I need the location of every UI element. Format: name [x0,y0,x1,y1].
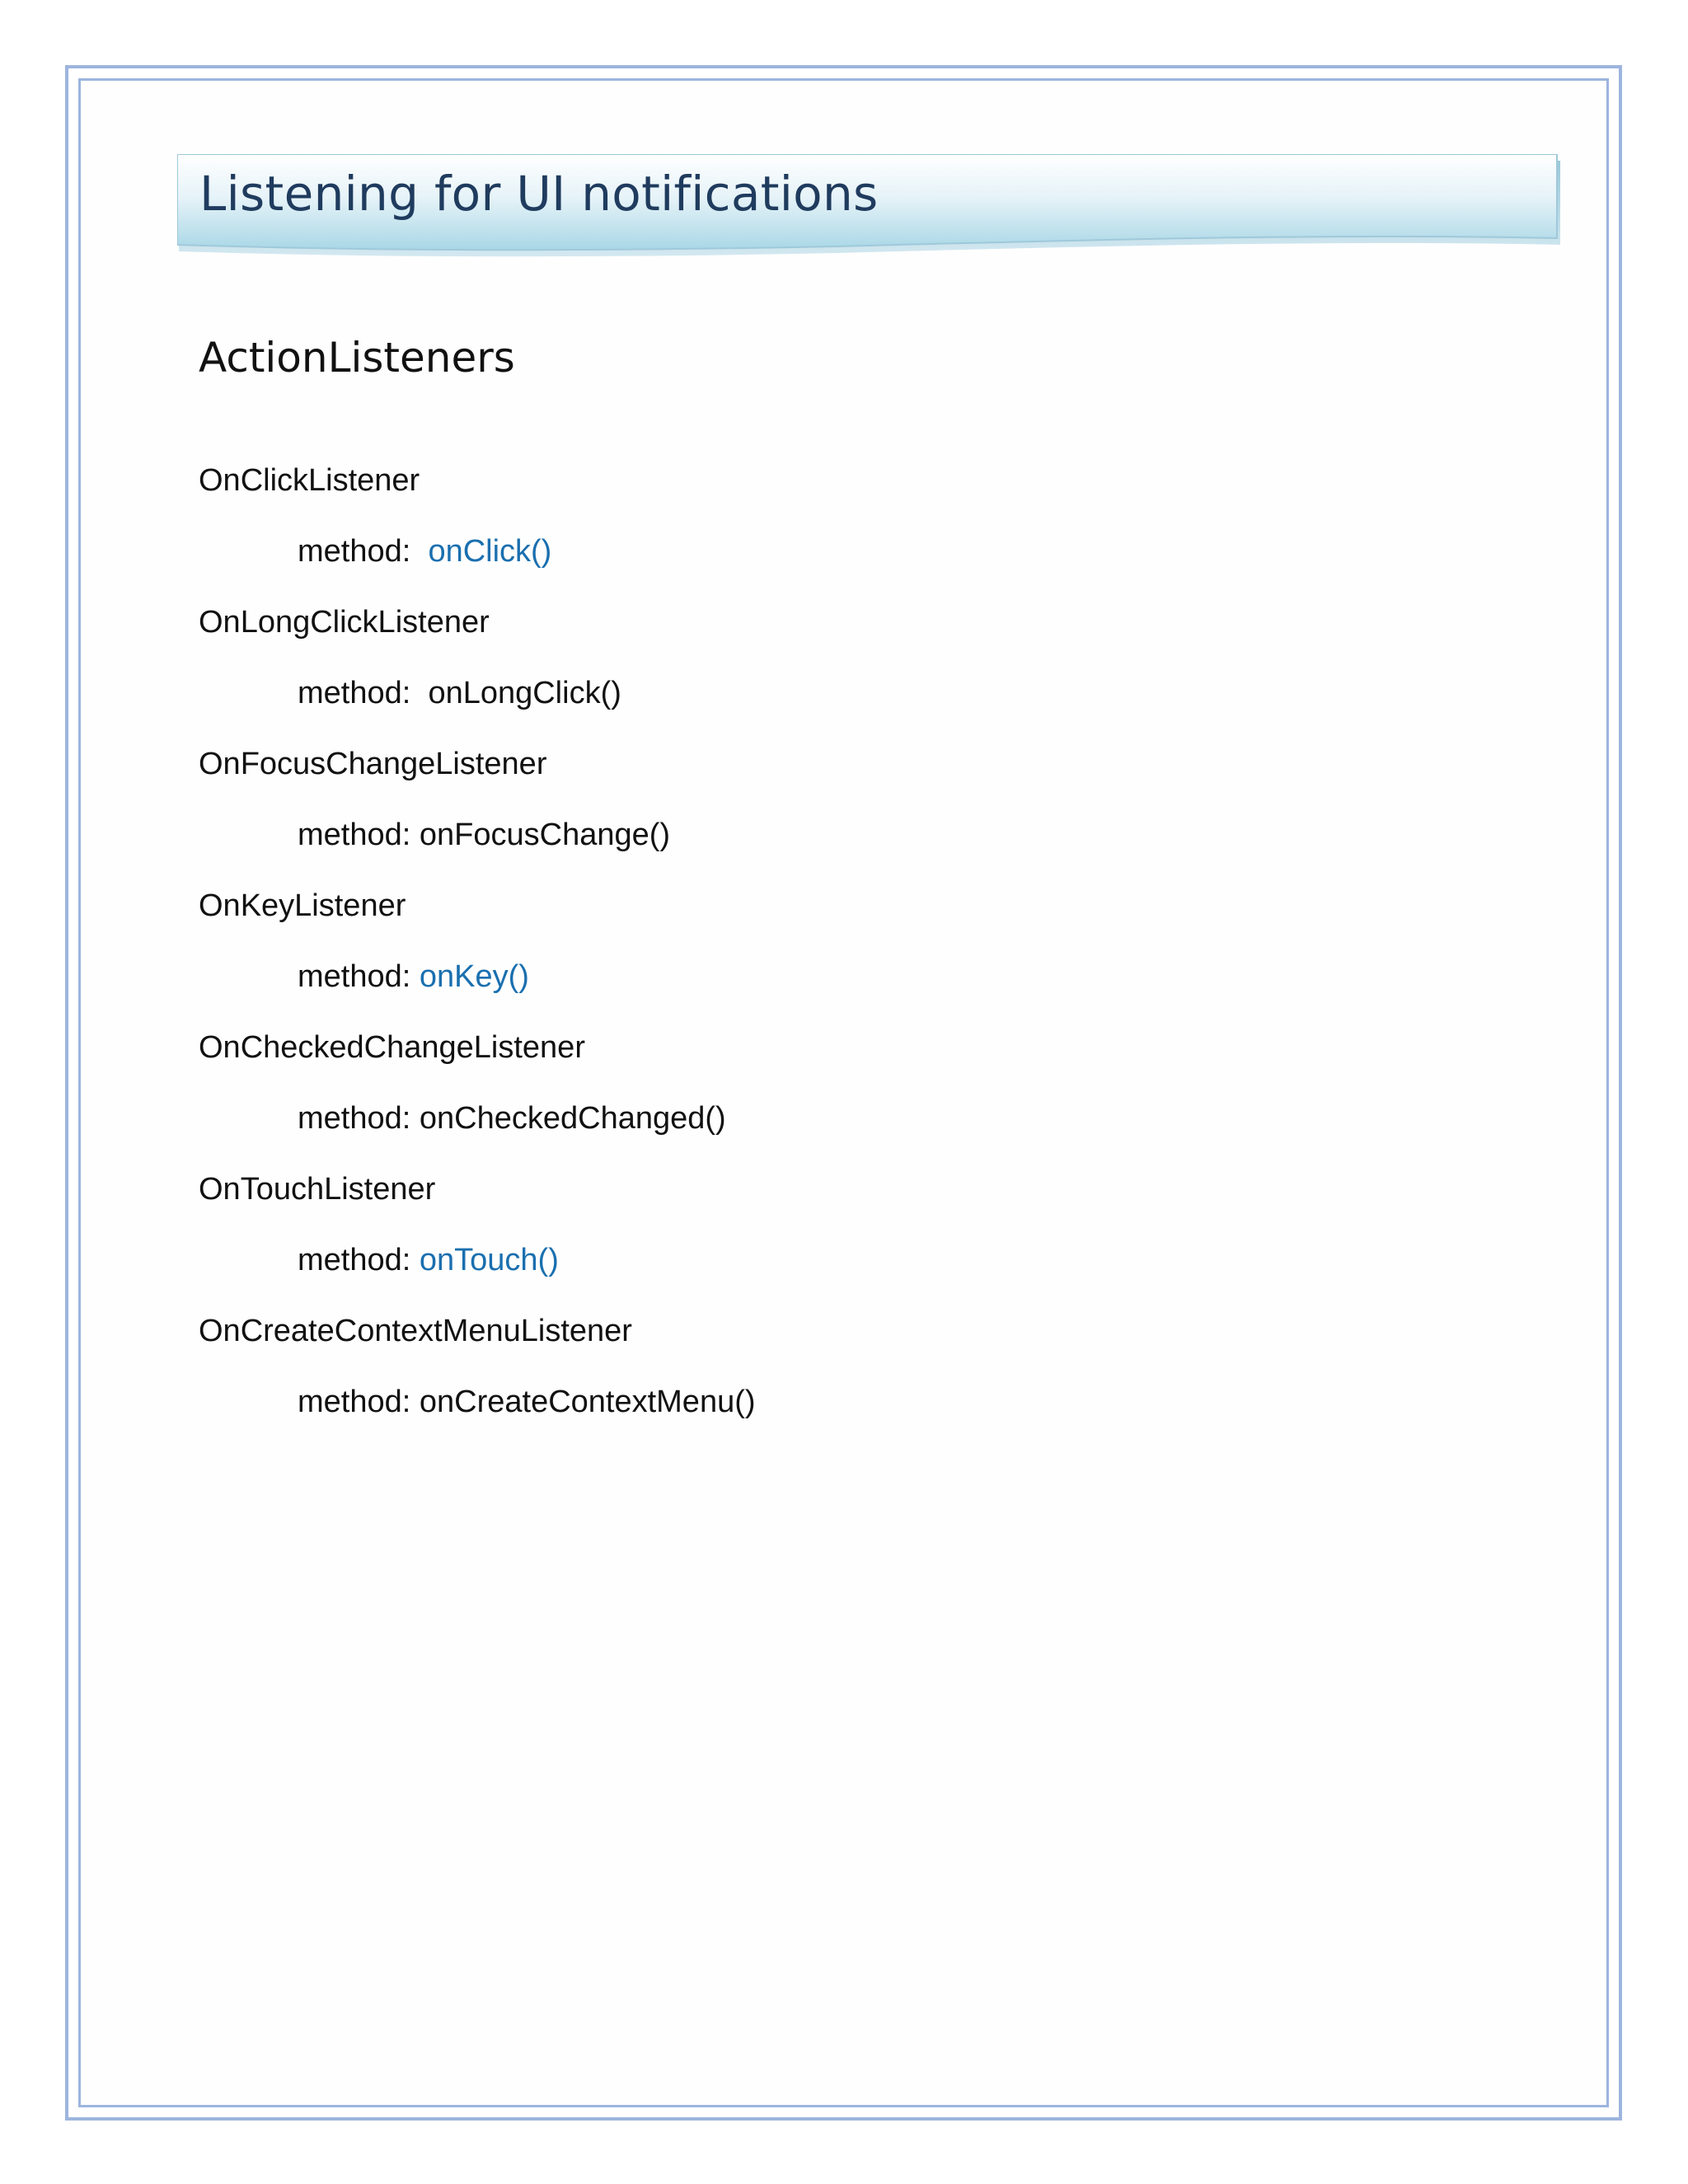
method-value: onCheckedChanged() [419,1101,726,1136]
listener-method [199,811,756,882]
listener-method [199,1236,756,1307]
listener-item [199,1024,756,1165]
listener-name: OnLongClickListener [199,605,490,640]
listener-item [199,882,756,1024]
method-label: method: [298,534,411,569]
listener-list [199,457,756,1449]
method-link[interactable]: onTouch() [419,1243,559,1277]
listener-item [199,1307,756,1449]
listener-item [199,598,756,740]
listener-name: OnCreateContextMenuListener [199,1314,632,1348]
method-label: method: [298,676,411,710]
method-label: method: [298,1385,411,1419]
method-label: method: [298,1101,411,1136]
listener-method [199,669,756,740]
listener-item [199,457,756,598]
listener-name: OnCheckedChangeListener [199,1030,585,1065]
method-label: method: [298,959,411,994]
listener-name: OnKeyListener [199,888,406,923]
listener-method [199,953,756,1024]
listener-item [199,1165,756,1307]
listener-method [199,1094,756,1165]
method-link[interactable]: onClick() [428,534,552,569]
method-value: onLongClick() [428,676,621,710]
listener-method [199,527,756,598]
method-link[interactable]: onKey() [419,959,529,994]
section-heading: ActionListeners [199,334,515,382]
method-label: method: [298,818,411,852]
page-title: Listening for UI notifications [199,166,879,222]
listener-method [199,1378,756,1449]
listener-item [199,740,756,882]
method-value: onCreateContextMenu() [419,1385,756,1419]
listener-name: OnFocusChangeListener [199,747,547,781]
listener-name: OnTouchListener [199,1172,436,1207]
listener-name: OnClickListener [199,463,420,498]
method-value: onFocusChange() [419,818,671,852]
method-label: method: [298,1243,411,1277]
title-banner [177,154,1562,261]
